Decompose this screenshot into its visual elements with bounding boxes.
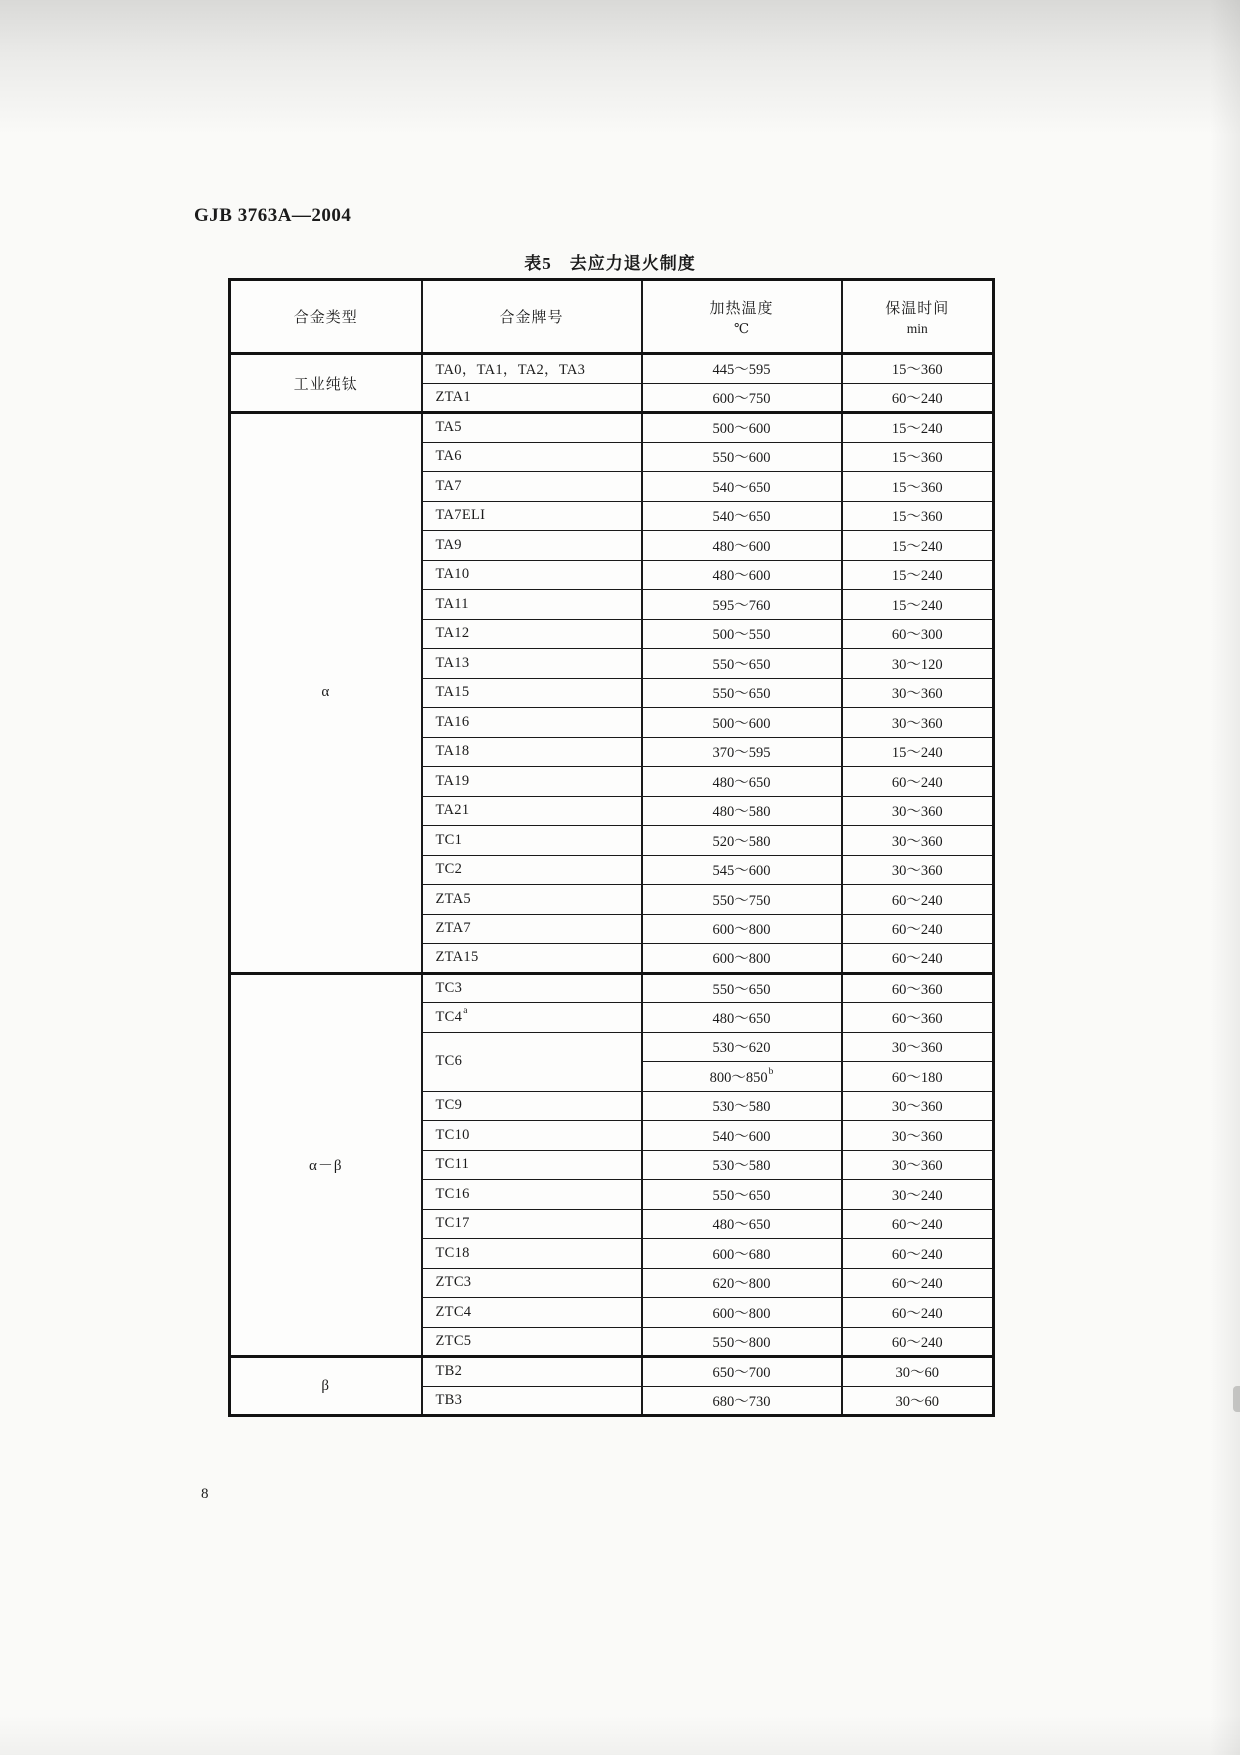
page-number: 8 [201,1486,209,1502]
column-label: 合金类型 [293,310,358,326]
time-value: 60～240 [891,1305,943,1322]
time-cell [842,531,994,561]
alloy-grade-label: TA10 [435,566,470,583]
alloy-grade-cell [422,708,642,738]
table-row [230,354,994,384]
temperature-value: 500～600 [712,421,771,438]
alloy-grade-label: TA5 [435,419,462,436]
temperature-value: 680～730 [712,1393,771,1410]
temperature-value: 530～620 [712,1040,771,1057]
temperature-cell [642,649,842,679]
temperature-value: 550～650 [712,1187,771,1204]
table-title: 表5 去应力退火制度 [524,254,696,273]
alloy-grade-label: ZTC4 [435,1303,472,1320]
time-cell [842,1180,994,1210]
table-row [230,1357,994,1387]
temperature-cell [642,1150,842,1180]
time-value: 30～360 [891,833,943,850]
temperature-value: 800～850 [709,1069,768,1086]
standard-number: GJB 3763A—2004 [194,205,352,226]
temperature-value: 480～650 [712,1217,771,1234]
alloy-type-cell [230,973,422,1357]
time-value: 30～360 [891,715,943,732]
time-cell [842,855,994,885]
alloy-grade-cell [422,973,642,1003]
time-cell [842,472,994,502]
time-cell [842,1357,994,1387]
temperature-value: 550～650 [712,656,771,673]
temperature-value: 445～595 [712,362,771,379]
time-cell [842,914,994,944]
temperature-cell [642,885,842,915]
time-cell [842,1209,994,1239]
time-value: 60～240 [891,892,943,909]
column-label: 保温时间 [885,300,950,317]
time-value: 60～180 [891,1069,943,1086]
time-cell [842,678,994,708]
temperature-cell [642,413,842,443]
temperature-cell [642,855,842,885]
temperature-cell [642,796,842,826]
time-value: 30～60 [895,1365,939,1382]
temperature-value: 540～650 [712,479,771,496]
alloy-grade-label: TC4 [435,1009,463,1026]
alloy-grade-label: TA9 [435,536,462,553]
superscript-note: a [463,1006,468,1017]
temperature-cell [642,1357,842,1387]
alloy-grade-label: TA7 [435,477,462,494]
time-value: 15～240 [891,597,943,614]
alloy-grade-cell [422,1357,642,1387]
temperature-cell [642,501,842,531]
alloy-grade-label: TA13 [435,654,470,671]
column-unit: ℃ [733,320,750,336]
time-cell [842,1091,994,1121]
alloy-grade-cell [422,1268,642,1298]
alloy-grade-cell [422,531,642,561]
time-value: 60～360 [891,1010,943,1027]
time-value: 15～360 [891,450,943,467]
temperature-value: 620～800 [712,1276,771,1293]
alloy-grade-cell [422,678,642,708]
alloy-grade-cell [422,914,642,944]
alloy-type-label: α [321,684,331,701]
temperature-value: 540～650 [712,509,771,526]
temperature-cell [642,1121,842,1151]
time-cell [842,1032,994,1062]
alloy-grade-label: TC11 [435,1156,470,1173]
time-value: 30～360 [891,1128,943,1145]
temperature-cell [642,1003,842,1033]
temperature-value: 480～600 [712,538,771,555]
temperature-cell [642,678,842,708]
superscript-note: b [768,1066,774,1077]
temperature-value: 650～700 [712,1365,771,1382]
time-cell [842,413,994,443]
alloy-grade-cell [422,767,642,797]
time-cell [842,354,994,384]
column-unit: min [906,320,928,336]
alloy-type-label: α－β [309,1158,343,1175]
time-value: 60～240 [891,1246,943,1263]
alloy-grade-label: TC18 [435,1244,470,1261]
alloy-type-label: 工业纯钛 [293,376,358,393]
alloy-grade-cell [422,413,642,443]
alloy-grade-label: TA11 [435,595,469,612]
time-value: 60～360 [891,981,943,998]
alloy-type-cell [230,1357,422,1416]
temperature-value: 550～650 [712,981,771,998]
temperature-value: 530～580 [712,1158,771,1175]
time-cell [842,1239,994,1269]
alloy-grade-cell [422,826,642,856]
scan-artifact [1233,1386,1240,1412]
alloy-grade-label: TA12 [435,625,470,642]
alloy-grade-label: TA21 [435,802,470,819]
alloy-grade-cell [422,1150,642,1180]
temperature-value: 370～595 [712,745,771,762]
alloy-grade-label: TA0，TA1，TA2，TA3 [435,362,586,379]
temperature-value: 540～600 [712,1128,771,1145]
time-cell [842,1327,994,1357]
temperature-value: 550～800 [712,1334,771,1351]
temperature-value: 550～650 [712,686,771,703]
alloy-grade-cell [422,501,642,531]
time-cell [842,708,994,738]
temperature-value: 500～600 [712,715,771,732]
time-cell [842,590,994,620]
time-value: 15～240 [891,745,943,762]
alloy-grade-label: ZTC3 [435,1274,472,1291]
temperature-cell [642,973,842,1003]
time-cell [842,737,994,767]
time-cell [842,1386,994,1416]
column-header [842,280,994,354]
annealing-table [228,278,995,1417]
table-container [228,278,995,1417]
temperature-value: 545～600 [712,863,771,880]
alloy-grade-cell [422,1121,642,1151]
time-value: 30～360 [891,1158,943,1175]
time-cell [842,383,994,413]
temperature-cell [642,1180,842,1210]
table-row [230,413,994,443]
alloy-grade-label: TB2 [435,1363,463,1380]
time-cell [842,973,994,1003]
alloy-grade-label: TC9 [435,1097,463,1114]
time-cell [842,826,994,856]
alloy-grade-cell [422,944,642,974]
time-cell [842,1062,994,1092]
temperature-cell [642,1209,842,1239]
temperature-value: 480～600 [712,568,771,585]
alloy-grade-cell [422,1239,642,1269]
time-value: 60～240 [891,1276,943,1293]
time-value: 60～240 [891,774,943,791]
time-cell [842,796,994,826]
alloy-grade-label: ZTA7 [435,920,471,937]
time-cell [842,944,994,974]
alloy-grade-cell [422,590,642,620]
alloy-grade-cell [422,855,642,885]
temperature-cell [642,442,842,472]
alloy-grade-cell [422,796,642,826]
column-header [422,280,642,354]
alloy-grade-cell [422,1180,642,1210]
time-value: 15～240 [891,538,943,555]
temperature-value: 530～580 [712,1099,771,1116]
alloy-grade-cell [422,737,642,767]
time-cell [842,885,994,915]
temperature-cell [642,354,842,384]
temperature-value: 595～760 [712,597,771,614]
temperature-cell [642,383,842,413]
temperature-cell [642,767,842,797]
time-cell [842,1298,994,1328]
alloy-grade-cell [422,1091,642,1121]
temperature-cell [642,560,842,590]
alloy-grade-cell [422,442,642,472]
alloy-grade-label: TC2 [435,861,463,878]
alloy-grade-label: TA19 [435,772,470,789]
scan-edge-shadow-top [0,0,1240,135]
alloy-grade-cell [422,354,642,384]
alloy-grade-cell [422,619,642,649]
temperature-value: 550～750 [712,892,771,909]
alloy-grade-label: ZTA1 [435,388,471,405]
time-value: 15～360 [891,479,943,496]
alloy-grade-label: TC3 [435,979,463,996]
temperature-cell [642,1327,842,1357]
temperature-cell [642,944,842,974]
time-value: 15～360 [891,509,943,526]
alloy-grade-label: TC16 [435,1185,470,1202]
time-cell [842,1121,994,1151]
alloy-grade-label: TC6 [435,1053,463,1069]
temperature-cell [642,1239,842,1269]
temperature-cell [642,708,842,738]
temperature-value: 600～750 [712,390,771,407]
time-cell [842,649,994,679]
alloy-grade-cell [422,383,642,413]
column-header [230,280,422,354]
time-value: 30～360 [891,1099,943,1116]
time-value: 15～240 [891,568,943,585]
alloy-type-cell [230,413,422,974]
alloy-grade-label: ZTC5 [435,1332,472,1349]
time-value: 60～240 [891,922,943,939]
time-cell [842,442,994,472]
alloy-grade-cell [422,1209,642,1239]
temperature-cell [642,914,842,944]
alloy-grade-label: ZTA5 [435,890,471,907]
time-value: 30～60 [895,1393,939,1410]
time-value: 30～360 [891,1040,943,1057]
time-cell [842,619,994,649]
alloy-grade-label: TA18 [435,743,470,760]
time-cell [842,1268,994,1298]
time-cell [842,560,994,590]
alloy-grade-cell [422,1327,642,1357]
time-value: 30～360 [891,804,943,821]
temperature-cell [642,590,842,620]
time-value: 15～240 [891,421,943,438]
alloy-grade-cell [422,885,642,915]
temperature-value: 520～580 [712,833,771,850]
annealing-table-body [230,354,994,1416]
alloy-grade-cell [422,1298,642,1328]
temperature-cell [642,1032,842,1062]
alloy-grade-cell [422,1032,642,1091]
column-label: 合金牌号 [499,310,564,326]
temperature-value: 600～800 [712,1305,771,1322]
time-value: 60～240 [891,1217,943,1234]
temperature-cell [642,737,842,767]
temperature-value: 480～580 [712,804,771,821]
temperature-cell [642,1386,842,1416]
column-header [642,280,842,354]
alloy-grade-label: TB3 [435,1391,463,1408]
temperature-value: 480～650 [712,774,771,791]
time-value: 30～240 [891,1187,943,1204]
header-row [230,280,994,354]
temperature-value: 480～650 [712,1010,771,1027]
time-value: 60～240 [891,390,943,407]
temperature-cell [642,531,842,561]
alloy-grade-cell [422,1386,642,1416]
scan-edge-shadow-bottom [0,1715,1240,1755]
alloy-grade-label: TA7ELI [435,507,486,524]
time-cell [842,501,994,531]
time-value: 30～360 [891,863,943,880]
time-value: 15～360 [891,362,943,379]
alloy-grade-label: TA15 [435,684,470,701]
alloy-grade-cell [422,560,642,590]
temperature-value: 550～600 [712,450,771,467]
alloy-grade-label: ZTA15 [435,949,479,966]
time-value: 60～300 [891,627,943,644]
temperature-cell [642,826,842,856]
alloy-type-cell [230,354,422,413]
alloy-grade-label: TC10 [435,1126,470,1143]
column-label: 加热温度 [709,300,774,317]
time-value: 60～240 [891,1334,943,1351]
time-value: 30～360 [891,686,943,703]
scan-edge-shadow-right [1210,0,1240,1755]
alloy-grade-label: TC17 [435,1215,470,1232]
temperature-cell [642,1268,842,1298]
time-cell [842,767,994,797]
temperature-value: 600～800 [712,922,771,939]
temperature-value: 500～550 [712,627,771,644]
alloy-grade-cell [422,1003,642,1033]
alloy-grade-label: TC1 [435,831,463,848]
alloy-grade-cell [422,472,642,502]
alloy-grade-cell [422,649,642,679]
temperature-cell [642,619,842,649]
temperature-value: 600～680 [712,1246,771,1263]
temperature-cell [642,1091,842,1121]
alloy-grade-label: TA16 [435,713,470,730]
alloy-type-label: β [321,1377,331,1394]
time-value: 60～240 [891,951,943,968]
time-value: 30～120 [891,656,943,673]
time-cell [842,1150,994,1180]
time-cell [842,1003,994,1033]
table-row [230,973,994,1003]
temperature-cell [642,1062,842,1092]
temperature-cell [642,1298,842,1328]
temperature-value: 600～800 [712,951,771,968]
temperature-cell [642,472,842,502]
alloy-grade-label: TA6 [435,448,462,465]
table-header [230,280,994,354]
